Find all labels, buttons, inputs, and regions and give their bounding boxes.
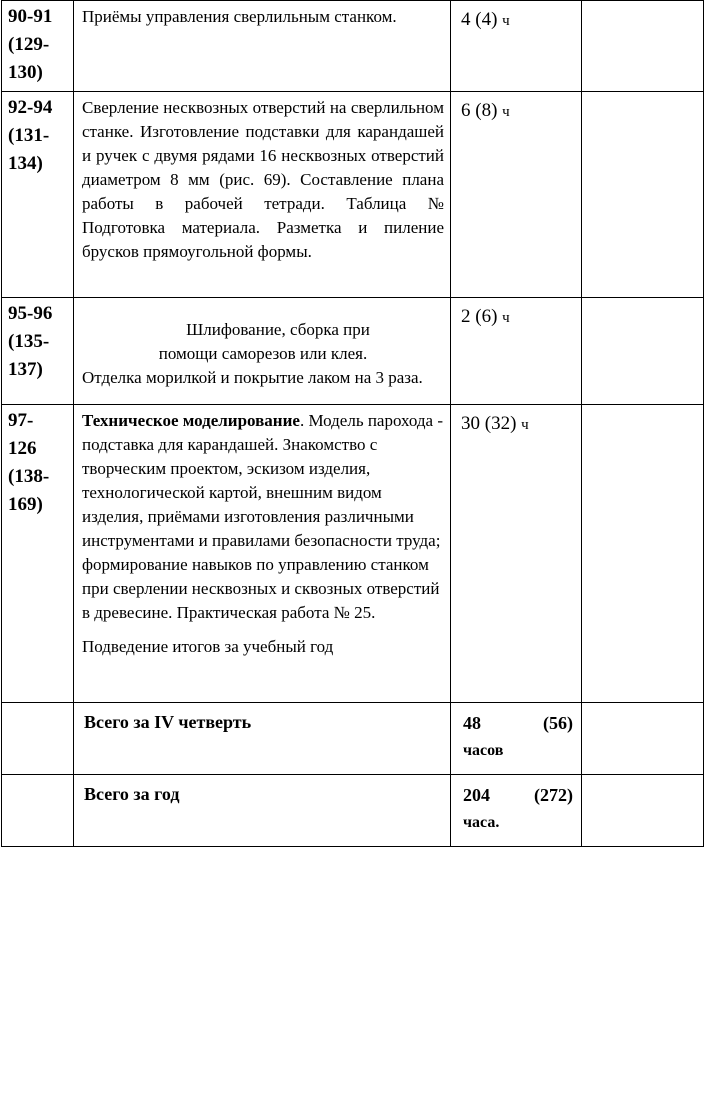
- topic-cell: [74, 405, 451, 703]
- lesson-number-line: (135-: [8, 331, 50, 352]
- lesson-number-line: 126: [8, 438, 37, 459]
- lesson-number-line: 130): [8, 62, 43, 83]
- empty-cell: [2, 703, 74, 775]
- hours-value: 2 (6): [461, 306, 498, 327]
- table-row: [2, 298, 704, 405]
- empty-cell: [582, 703, 704, 775]
- total-label-cell: [74, 775, 451, 847]
- total-hours-value: 204: [463, 785, 490, 805]
- total-label: Всего за год: [84, 784, 180, 804]
- lesson-number-line: (131-: [8, 125, 50, 146]
- lesson-number-cell: [2, 92, 74, 298]
- hours-cell: [451, 1, 582, 92]
- topic-body: . Модель парохода - подставка для карандашей. Знакомство с творческим проектом, эскизом изделия, технологической картой, внешним видом изделия, приёмами изготовления различными инструментами и правилами безопасности труда; формирование навыков по управлению станком при сверлении несквозных и сквозных отверстий в древесине. Практическая работа № 25.: [82, 411, 444, 622]
- topic-cell: [74, 1, 451, 92]
- lesson-number-line: 95-96: [8, 303, 53, 324]
- topic-line: помощи саморезов или клея.: [158, 344, 368, 363]
- hours-unit: ч: [502, 104, 510, 120]
- total-hours-unit: часов: [463, 742, 504, 759]
- table-row: [2, 1, 704, 92]
- lesson-number-cell: [2, 405, 74, 703]
- total-label-cell: [74, 703, 451, 775]
- hours-unit: ч: [502, 310, 510, 326]
- hours-cell: [451, 405, 582, 703]
- lesson-number-line: 169): [8, 494, 43, 515]
- hours-value: 4 (4): [461, 9, 498, 30]
- table-row: [2, 405, 704, 703]
- totals-row: [2, 775, 704, 847]
- empty-cell: [2, 775, 74, 847]
- table-row: [2, 92, 704, 298]
- total-label: Всего за IV четверть: [84, 712, 252, 732]
- topic-line: Отделка морилкой и покрытие лаком на 3 раза.: [82, 368, 423, 387]
- lesson-number-line: (138-: [8, 466, 50, 487]
- topic-line: Шлифование, сборка при: [186, 320, 370, 339]
- totals-row: [2, 703, 704, 775]
- empty-cell: [582, 298, 704, 405]
- hours-unit: ч: [502, 13, 510, 29]
- empty-cell: [582, 775, 704, 847]
- hours-cell: [451, 298, 582, 405]
- topic-cell: [74, 92, 451, 298]
- hours-value: 30 (32): [461, 413, 517, 434]
- hours-value: 6 (8): [461, 100, 498, 121]
- lesson-number-line: 134): [8, 153, 43, 174]
- total-hours-alt: (56): [543, 713, 573, 733]
- lesson-number-line: 137): [8, 359, 43, 380]
- total-hours-alt: (272): [534, 785, 573, 805]
- lesson-number-line: 90-91: [8, 6, 53, 27]
- empty-cell: [582, 1, 704, 92]
- lesson-number-cell: [2, 298, 74, 405]
- lesson-plan-table: [1, 0, 704, 847]
- empty-cell: [582, 405, 704, 703]
- topic-cell: [74, 298, 451, 405]
- hours-cell: [451, 92, 582, 298]
- lesson-number-line: 97-: [8, 410, 34, 431]
- lesson-number-line: 92-94: [8, 97, 53, 118]
- topic-text: Сверление несквозных отверстий на сверлильном станке. Изготовление подставки для карандашей и ручек с двумя рядами 16 несквозных отверстий диаметром 8 мм (рис. 69). Составление плана работы в рабочей тетради. Таблица № Подготовка материала. Разметка и пиление брусков прямоугольной формы.: [82, 98, 444, 261]
- lesson-number-cell: [2, 1, 74, 92]
- total-hours-unit: часа.: [463, 814, 500, 831]
- topic-text: Приёмы управления сверлильным станком.: [82, 7, 397, 26]
- total-hours-cell: [451, 703, 582, 775]
- hours-unit: ч: [521, 417, 529, 433]
- topic-extra: Подведение итогов за учебный год: [82, 637, 334, 656]
- empty-cell: [582, 92, 704, 298]
- topic-heading: Техническое моделирование: [82, 411, 300, 430]
- total-hours-cell: [451, 775, 582, 847]
- lesson-number-line: (129-: [8, 34, 50, 55]
- total-hours-value: 48: [463, 713, 481, 733]
- topic-text: [82, 409, 444, 625]
